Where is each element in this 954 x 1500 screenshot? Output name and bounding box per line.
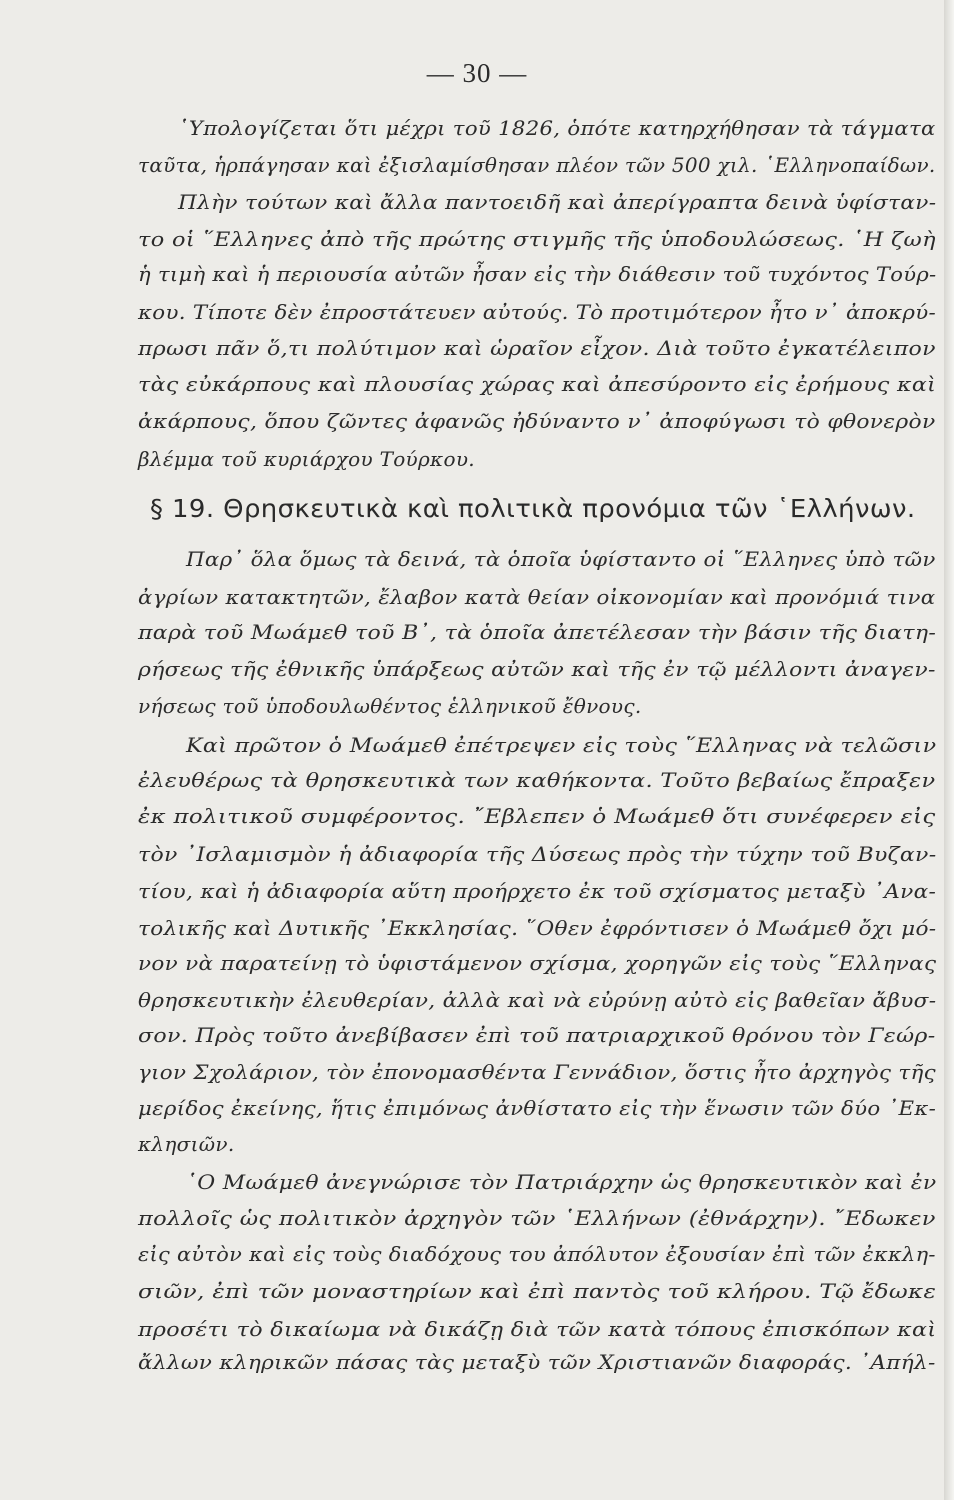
text-line: ρήσεως τῆς ἐθνικῆς ὑπάρξεως αὐτῶν καὶ τῆς ἐν τῷ μέλλοντι ἀναγεν- <box>138 657 936 681</box>
text-line: Παρ᾽ ὅλα ὅμως τὰ δεινά, τὰ ὁποῖα ὑφίσταντο οἱ ῞Ελληνες ὑπὸ τῶν <box>186 547 936 571</box>
text-line: τίου, καὶ ἡ ἀδιαφορία αὕτη προήρχετο ἐκ τοῦ σχίσματος μεταξὺ ᾽Ανα- <box>138 879 937 903</box>
text-line: ῾Υπολογίζεται ὅτι μέχρι τοῦ 1826, ὁπότε κατηρχήθησαν τὰ τάγματα <box>178 116 936 140</box>
text-line: τὰς εὐκάρπους καὶ πλουσίας χώρας καὶ ἀπεσύροντο εἰς ἐρήμους καὶ <box>138 372 937 396</box>
text-line: ἐλευθέρως τὰ θρησκευτικὰ των καθήκοντα. Τοῦτο βεβαίως ἔπραξεν <box>138 768 936 792</box>
text-line: θρησκευτικὴν ἐλευθερίαν, ἀλλὰ καὶ νὰ εὐρύνῃ αὐτὸ εἰς βαθεῖαν ἄβυσ- <box>138 988 937 1012</box>
text-line: ἄλλων κληρικῶν πάσας τὰς μεταξὺ τῶν Χριστιανῶν διαφοράς. ᾽Απήλ- <box>138 1350 936 1374</box>
text-line: σιῶν, ἐπὶ τῶν μοναστηρίων καὶ ἐπὶ παντὸς τοῦ κλήρου. Τῷ ἔδωκε <box>138 1279 937 1303</box>
text-line: ἀκάρπους, ὅπου ζῶντες ἀφανῶς ἠδύναντο ν᾽ ἀποφύγωσι τὸ φθονερὸν <box>138 409 936 433</box>
text-line: τολικῆς καὶ Δυτικῆς ᾽Εκκλησίας. ῞Οθεν ἐφρόντισεν ὁ Μωάμεθ ὄχι μό- <box>138 916 937 940</box>
text-line: πρωσι πᾶν ὅ,τι πολύτιμον καὶ ὡραῖον εἶχον. Διὰ τοῦτο ἐγκατέλειπον <box>138 336 936 360</box>
text-line: ἡ τιμὴ καὶ ἡ περιουσία αὐτῶν ἦσαν εἰς τὴν διάθεσιν τοῦ τυχόντος Τούρ- <box>138 262 937 286</box>
page-number: — 30 — <box>426 58 528 88</box>
text-line: κλησιῶν. <box>138 1132 235 1156</box>
text-line: νον νὰ παρατείνῃ τὸ ὑφιστάμενον σχίσμα, χορηγῶν εἰς τοὺς ῞Ελληνας <box>138 951 937 975</box>
text-line: προσέτι τὸ δικαίωμα νὰ δικάζῃ διὰ τῶν κατὰ τόπους ἐπισκόπων καὶ <box>138 1317 937 1341</box>
text-line: το οἱ ῞Ελληνες ἀπὸ τῆς πρώτης στιγμῆς τῆς ὑποδουλώσεως. ῾Η ζωὴ <box>138 227 936 251</box>
text-line: Πλὴν τούτων καὶ ἄλλα παντοειδῆ καὶ ἀπερίγραπτα δεινὰ ὑφίσταν- <box>178 190 937 214</box>
text-line: κου. Τίποτε δὲν ἐπροστάτευεν αὐτούς. Τὸ προτιμότερον ἦτο ν᾽ ἀποκρύ- <box>138 300 937 324</box>
text-line: βλέμμα τοῦ κυριάρχου Τούρκου. <box>138 447 475 471</box>
page-edge-shadow <box>944 0 954 1500</box>
text-line: ῾Ο Μωάμεθ ἀνεγνώρισε τὸν Πατριάρχην ὡς θρησκευτικὸν καὶ ἐν <box>186 1170 937 1194</box>
text-line: μερίδος ἐκείνης, ἥτις ἐπιμόνως ἀνθίστατο εἰς τὴν ἕνωσιν τῶν δύο ᾽Εκ- <box>138 1096 937 1120</box>
text-line: ἀγρίων κατακτητῶν, ἔλαβον κατὰ θείαν οἰκονομίαν καὶ προνόμιά τινα <box>138 585 936 609</box>
text-line: Καὶ πρῶτον ὁ Μωάμεθ ἐπέτρεψεν εἰς τοὺς ῞Ελληνας νὰ τελῶσιν <box>186 733 937 757</box>
text-line: ταῦτα, ἡρπάγησαν καὶ ἐξισλαμίσθησαν πλέον τῶν 500 χιλ. ῾Ελληνοπαίδων. <box>138 153 936 177</box>
text-line: παρὰ τοῦ Μωάμεθ τοῦ Β᾽, τὰ ὁποῖα ἀπετέλεσαν τὴν βάσιν τῆς διατη- <box>138 620 937 644</box>
text-line: ἐκ πολιτικοῦ συμφέροντος. ῎Εβλεπεν ὁ Μωάμεθ ὅτι συνέφερεν εἰς <box>138 804 936 828</box>
text-line: νήσεως τοῦ ὑποδουλωθέντος ἑλληνικοῦ ἔθνους. <box>138 694 642 718</box>
text-line: γιον Σχολάριον, τὸν ἐπονομασθέντα Γεννάδιον, ὅστις ἦτο ἀρχηγὸς τῆς <box>138 1060 936 1084</box>
text-line: εἰς αὐτὸν καὶ εἰς τοὺς διαδόχους του ἀπόλυτον ἐξουσίαν ἐπὶ τῶν ἐκκλη- <box>138 1242 936 1266</box>
section-heading: § 19. Θρησκευτικὰ καὶ πολιτικὰ προνόμια τῶν ῾Ελλήνων. <box>150 494 916 523</box>
text-line: σον. Πρὸς τοῦτο ἀνεβίβασεν ἐπὶ τοῦ πατριαρχικοῦ θρόνου τὸν Γεώρ- <box>138 1023 936 1047</box>
text-line: τὸν ᾽Ισλαμισμὸν ἡ ἀδιαφορία τῆς Δύσεως πρὸς τὴν τύχην τοῦ Βυζαν- <box>138 842 937 866</box>
text-line: πολλοῖς ὡς πολιτικὸν ἀρχηγὸν τῶν ῾Ελλήνων (ἐθνάρχην). ῎Εδωκεν <box>138 1206 936 1230</box>
